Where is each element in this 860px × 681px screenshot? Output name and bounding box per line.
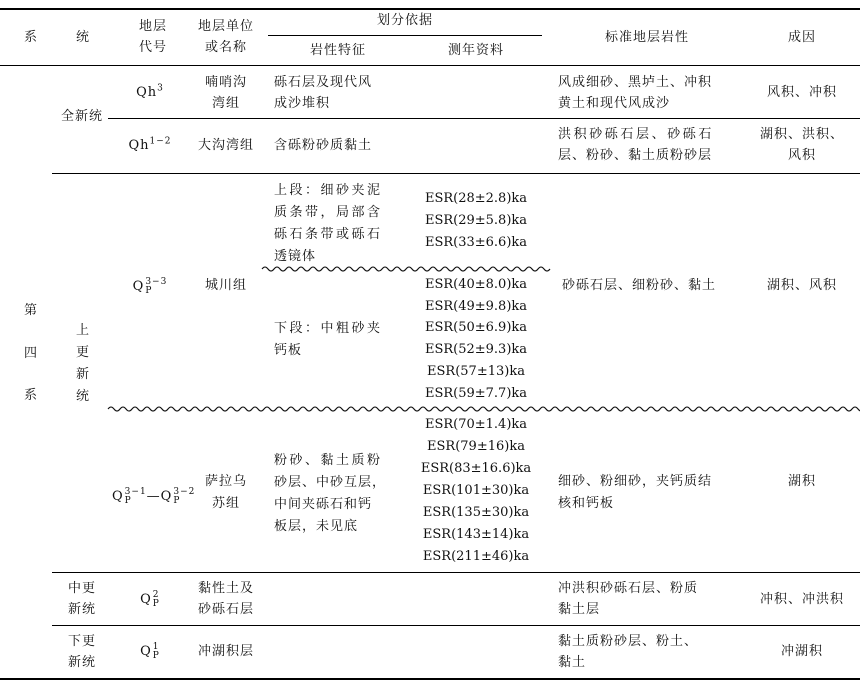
std-nashaogou-1: 风成细砂、黑垆土、冲积	[558, 75, 713, 90]
code-qp2: Q 2 P	[140, 589, 160, 609]
origin-nashaogou: 风积、冲积	[766, 85, 837, 100]
lith-sl-2: 砂层、中砂互层，	[274, 475, 387, 490]
header-origin: 成因	[787, 30, 816, 45]
unit-dagouwan: 大沟湾组	[197, 138, 254, 153]
esr-cc-2: ESR(29±5.8)ka	[424, 213, 528, 228]
esr-cc-1: ESR(28±2.8)ka	[424, 191, 528, 206]
unit-chengchuan: 城川组	[204, 278, 247, 293]
lith-cc-lower-2: 钙板	[274, 343, 303, 358]
series-lower-2: 新统	[67, 655, 96, 670]
lith-sl-3: 中间夹砾石和钙	[274, 497, 373, 512]
header-std: 标准地层岩性	[604, 30, 689, 45]
origin-salawusu: 湖积	[787, 474, 816, 489]
wavy-line-salawusu	[108, 405, 860, 413]
lith-dagouwan: 含砾粉砂质黏土	[274, 138, 373, 153]
unit-nashaogou-1: 喃哨沟	[204, 75, 247, 90]
lith-cc-upper-3: 砾石条带或砾石	[274, 227, 383, 242]
origin-chengchuan: 湖积、风积	[766, 278, 837, 293]
series-middle-1: 中更	[67, 581, 96, 596]
unit-salawusu-1: 萨拉乌	[204, 474, 247, 489]
std-middle-2: 黏土层	[558, 602, 601, 617]
origin-middle: 冲积、冲洪积	[759, 592, 844, 607]
system-char-2: 四	[23, 346, 38, 361]
basis-rule	[268, 35, 542, 36]
esr-cc-5: ESR(49±9.8)ka	[424, 299, 528, 314]
std-salawusu-1: 细砂、粉细砂，夹钙质结	[558, 474, 713, 489]
std-dagouwan-2: 层、粉砂、黏土质粉砂层	[558, 148, 713, 163]
lith-sl-1: 粉砂、黏土质粉	[274, 453, 383, 468]
lith-cc-upper-4: 透镜体	[274, 249, 317, 264]
unit-middle-1: 黏性土及	[198, 581, 255, 596]
std-lower-2: 黏土	[558, 655, 587, 670]
header-unit-1: 地层单位	[197, 19, 254, 34]
esr-sl-5: ESR(135±30)ka	[422, 505, 530, 520]
header-code-2: 代号	[138, 40, 167, 55]
code-qp1: Q 1 P	[140, 641, 160, 661]
esr-sl-6: ESR(143±14)ka	[422, 527, 530, 542]
middle-bottom-rule	[52, 625, 860, 626]
esr-cc-3: ESR(33±6.6)ka	[424, 235, 528, 250]
lith-cc-lower-1: 下段：中粗砂夹	[274, 321, 383, 336]
origin-dagouwan-1: 湖积、洪积、	[759, 127, 844, 142]
code-qh12: $Qh^{1-2}$	[128, 136, 172, 153]
code-qp33: Q 3−3 P	[132, 276, 168, 296]
esr-cc-6: ESR(50±6.9)ka	[424, 320, 528, 335]
std-nashaogou-2: 黄土和现代风成沙	[558, 96, 671, 111]
series-upper-4: 统	[75, 389, 90, 404]
origin-lower: 冲湖积	[780, 644, 823, 659]
esr-sl-1: ESR(70±1.4)ka	[424, 417, 528, 432]
header-code-1: 地层	[138, 19, 167, 34]
std-middle-1: 冲洪积砂砾石层、粉质	[558, 581, 699, 596]
upper-bottom-rule	[52, 572, 860, 573]
series-holocene: 全新统	[60, 109, 103, 124]
esr-cc-9: ESR(59±7.7)ka	[424, 386, 528, 401]
esr-cc-7: ESR(52±9.3)ka	[424, 342, 528, 357]
unit-nashaogou-2: 湾组	[211, 96, 240, 111]
lith-cc-upper-2: 质条带，局部含	[274, 205, 383, 220]
esr-cc-4: ESR(40±8.0)ka	[424, 277, 528, 292]
esr-sl-3: ESR(83±16.6)ka	[420, 461, 532, 476]
code-qh3: Qh$^3$	[136, 83, 164, 100]
std-chengchuan: 砂砾石层、细粉砂、黏土	[562, 278, 717, 293]
header-bottom-rule	[0, 65, 860, 66]
std-dagouwan-1: 洪积砂砾石层、砂砾石	[558, 127, 715, 142]
unit-middle-2: 砂砾石层	[198, 602, 255, 617]
esr-cc-8: ESR(57±13)ka	[427, 364, 525, 379]
std-lower-1: 黏土质粉砂层、粉土、	[558, 634, 699, 649]
lith-nashaogou-2: 成沙堆积	[274, 96, 331, 111]
series-upper-3: 新	[75, 367, 90, 382]
bottom-rule	[0, 678, 860, 680]
holocene-bottom-rule	[52, 173, 860, 174]
series-lower-1: 下更	[67, 634, 96, 649]
esr-sl-7: ESR(211±46)ka	[422, 549, 530, 564]
origin-dagouwan-2: 风积	[787, 148, 816, 163]
header-lith: 岩性特征	[309, 43, 366, 58]
lith-sl-4: 板层，未见底	[274, 519, 359, 534]
lith-cc-upper-1: 上段：细砂夹泥	[274, 183, 383, 198]
series-upper-1: 上	[75, 323, 90, 338]
system-char-1: 第	[23, 303, 38, 318]
std-salawusu-2: 核和钙板	[558, 496, 615, 511]
esr-sl-2: ESR(79±16)ka	[427, 439, 525, 454]
header-xi: 系	[23, 30, 38, 45]
header-basis: 划分依据	[376, 13, 433, 28]
header-tong: 统	[75, 30, 90, 45]
header-unit-2: 或名称	[204, 40, 247, 55]
esr-sl-4: ESR(101±30)ka	[422, 483, 530, 498]
series-upper-2: 更	[75, 345, 90, 360]
holocene-inner-rule	[108, 118, 860, 119]
series-middle-2: 新统	[67, 602, 96, 617]
system-char-3: 系	[23, 388, 38, 403]
code-qp31-qp32: Q 3−1 P —Q 3−2 P	[112, 486, 196, 506]
header-age: 测年资料	[447, 43, 504, 58]
unit-lower: 冲湖积层	[198, 644, 255, 659]
lith-nashaogou-1: 砾石层及现代风	[274, 75, 373, 90]
unit-salawusu-2: 苏组	[211, 496, 240, 511]
